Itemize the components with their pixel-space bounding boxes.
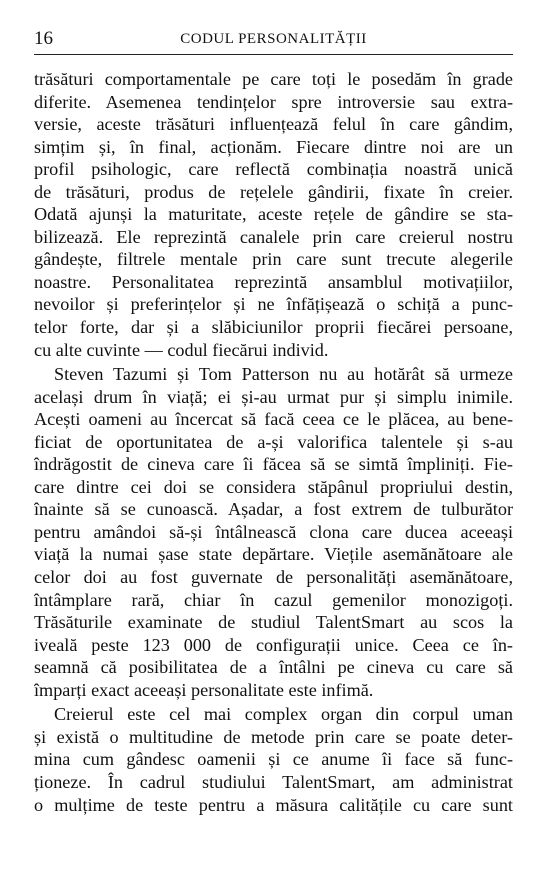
text-line: împarți exact aceeași personalitate este infimă. bbox=[34, 679, 374, 700]
text-line: ficiat de oportunitatea de a-și valorifica talentele și s-au bbox=[34, 431, 513, 452]
text-line: mina cum gândesc oamenii și ce anume îi face să func- bbox=[34, 749, 513, 770]
text-line: diferite. Asemenea tendințelor spre introversie sau extra- bbox=[34, 91, 513, 112]
page-number: 16 bbox=[34, 28, 53, 49]
text-line: simțim și, în final, acționăm. Fiecare dintre noi are un bbox=[34, 136, 513, 157]
text-line: nevoilor și preferințelor și ne înfățișează o schiță a punc- bbox=[34, 294, 513, 315]
text-line: trăsături comportamentale pe care toți le posedăm în grade bbox=[34, 69, 513, 89]
page-header bbox=[34, 28, 513, 55]
paragraph bbox=[34, 701, 513, 816]
text-line: ționeze. În cadrul studiului TalentSmart, am administrat bbox=[34, 771, 513, 792]
text-line: iveală peste 123 000 de configurații unice. Ceea ce în- bbox=[34, 634, 513, 655]
text-line: cu alte cuvinte — codul fiecărui individ. bbox=[34, 339, 329, 360]
text-line: o mulțime de teste pentru a măsura calitățile cu care sunt bbox=[34, 794, 513, 815]
text-line: care dintre cei doi se considera stăpânul propriului destin, bbox=[34, 476, 513, 497]
text-line: profil psihologic, care reflectă combinația noastră unică bbox=[34, 159, 513, 180]
text-line: îndrăgostit de cineva care îi făcea să se simtă împliniți. Fie- bbox=[34, 454, 513, 475]
text-line: pentru amândoi să-și întâlnească clona care ducea aceeași bbox=[34, 521, 513, 542]
text-line: același drum în viață; ei și-au urmat pur și simplu inimile. bbox=[34, 386, 513, 407]
text-line: viață la numai șase state depărtare. Viețile asemănătoare ale bbox=[34, 544, 513, 565]
text-line: Creierul este cel mai complex organ din corpul uman bbox=[54, 704, 513, 725]
running-title: CODUL PERSONALITĂȚII bbox=[180, 31, 367, 47]
text-line: Acești oameni au încercat să facă ceea ce le plăcea, au bene- bbox=[34, 409, 513, 430]
paragraph bbox=[34, 361, 513, 701]
text-line: întâmplare rară, chiar în cazul gemenilor monozigoți. bbox=[34, 589, 513, 610]
text-line: noastre. Personalitatea reprezintă ansamblul motivațiilor, bbox=[34, 271, 513, 292]
text-line: Steven Tazumi și Tom Patterson nu au hotărât să urmeze bbox=[54, 364, 513, 385]
text-line: versie, aceste trăsături influențează felul în care gândim, bbox=[34, 114, 513, 135]
text-line: bilizează. Ele reprezintă canalele prin care creierul nostru bbox=[34, 226, 513, 247]
text-line: telor forte, dar și a slăbiciunilor proprii fiecărei persoane, bbox=[34, 317, 513, 338]
paragraph bbox=[34, 68, 513, 361]
text-line: și există o multitudine de metode prin care se poate deter- bbox=[34, 726, 513, 747]
text-line: celor doi au fost guvernate de personalități asemănătoare, bbox=[34, 567, 513, 588]
text-line: Odată ajunși la maturitate, aceste rețele de gândire se sta- bbox=[34, 204, 513, 225]
text-line: Trăsăturile examinate de studiul TalentSmart au scos la bbox=[34, 612, 513, 633]
text-line: înainte să se cunoască. Așadar, a fost extrem de tulburător bbox=[34, 499, 513, 520]
page-body bbox=[34, 68, 513, 816]
text-line: seamnă că posibilitatea de a întâlni pe cineva cu care să bbox=[34, 657, 513, 678]
text-line: gândește, filtrele mentale prin care sunt trecute alegerile bbox=[34, 249, 513, 270]
text-line: de trăsături, produs de rețelele gândirii, fixate în creier. bbox=[34, 181, 513, 202]
